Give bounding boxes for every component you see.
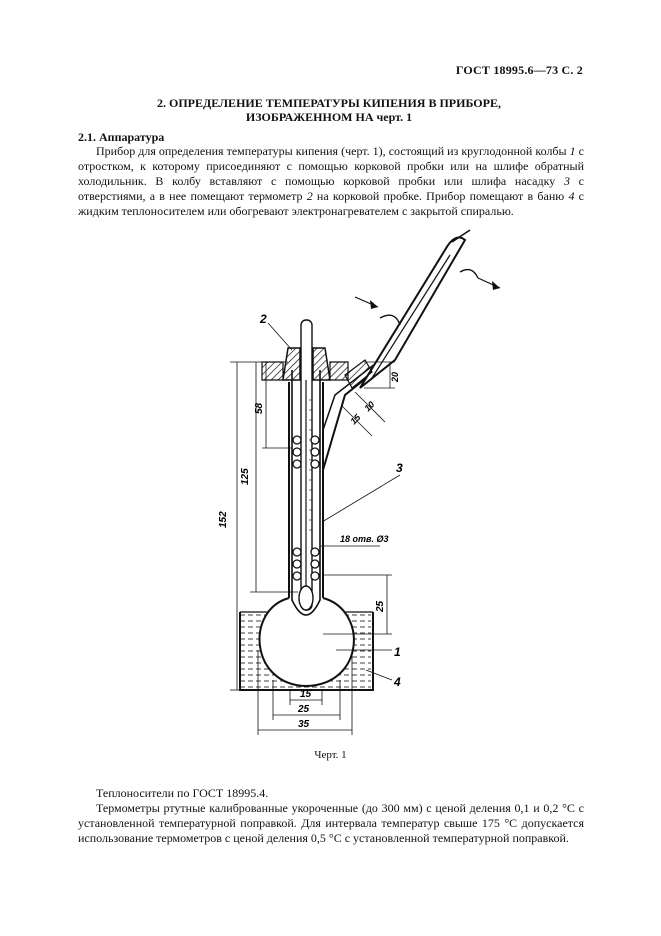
dim-58: 58 (254, 402, 265, 414)
label-flask: 1 (394, 645, 401, 659)
label-thermometer: 2 (260, 312, 267, 326)
figure-caption: Черт. 1 (314, 749, 347, 761)
section-title-line1: 2. ОПРЕДЕЛЕНИЕ ТЕМПЕРАТУРЫ КИПЕНИЯ В ПРИБОРЕ, (157, 96, 501, 110)
label-bath: 4 (394, 675, 401, 689)
section-title-line2: ИЗОБРАЖЕННОМ НА черт. 1 (245, 110, 413, 124)
condenser (355, 230, 500, 388)
holes-note: 18 отв. Ø3 (340, 534, 389, 544)
dim-35: 35 (298, 719, 310, 730)
dim-20: 20 (390, 371, 400, 382)
dim-15-angle: 15 (348, 412, 363, 427)
label-insert: 3 (396, 461, 403, 475)
dim-125: 125 (240, 468, 251, 485)
dim-10: 10 (362, 399, 377, 414)
paragraph-apparatus: Прибор для определения температуры кипения (черт. 1), состоящий из круглодонной колбы 1 с отростком, к которому присоединяют с помощью корковой пробки или на шлифе обратный холодильник. В колбу вставляют с помощью корковой пробки или шлифа насадку 3 с отверстиями, а в нее помещают термометр 2 на корковой пробке. Прибор помещают в баню 4 с жидким теплоносителем или обогревают электронагревателем с закрытой спиралью. (78, 144, 585, 218)
dim-25: 25 (375, 600, 386, 612)
paragraph-thermometers: Термометры ртутные калиброванные укороченные (до 300 мм) с ценой деления 0,1 и 0,2 °С с установленной температурной поправкой. Для интервала температур свыше 175 °С допускается использование термометров с ценой деления 0,5 °С с установленной температурной поправкой. (78, 801, 584, 845)
dim-152: 152 (218, 511, 229, 528)
paragraph-heat-carriers: Теплоносители по ГОСТ 18995.4. (96, 786, 269, 800)
subsection-title: 2.1. Аппаратура (78, 130, 165, 144)
page-header: ГОСТ 18995.6—73 С. 2 (455, 63, 583, 77)
dim-15: 15 (300, 689, 312, 700)
dim-25w: 25 (298, 704, 310, 715)
